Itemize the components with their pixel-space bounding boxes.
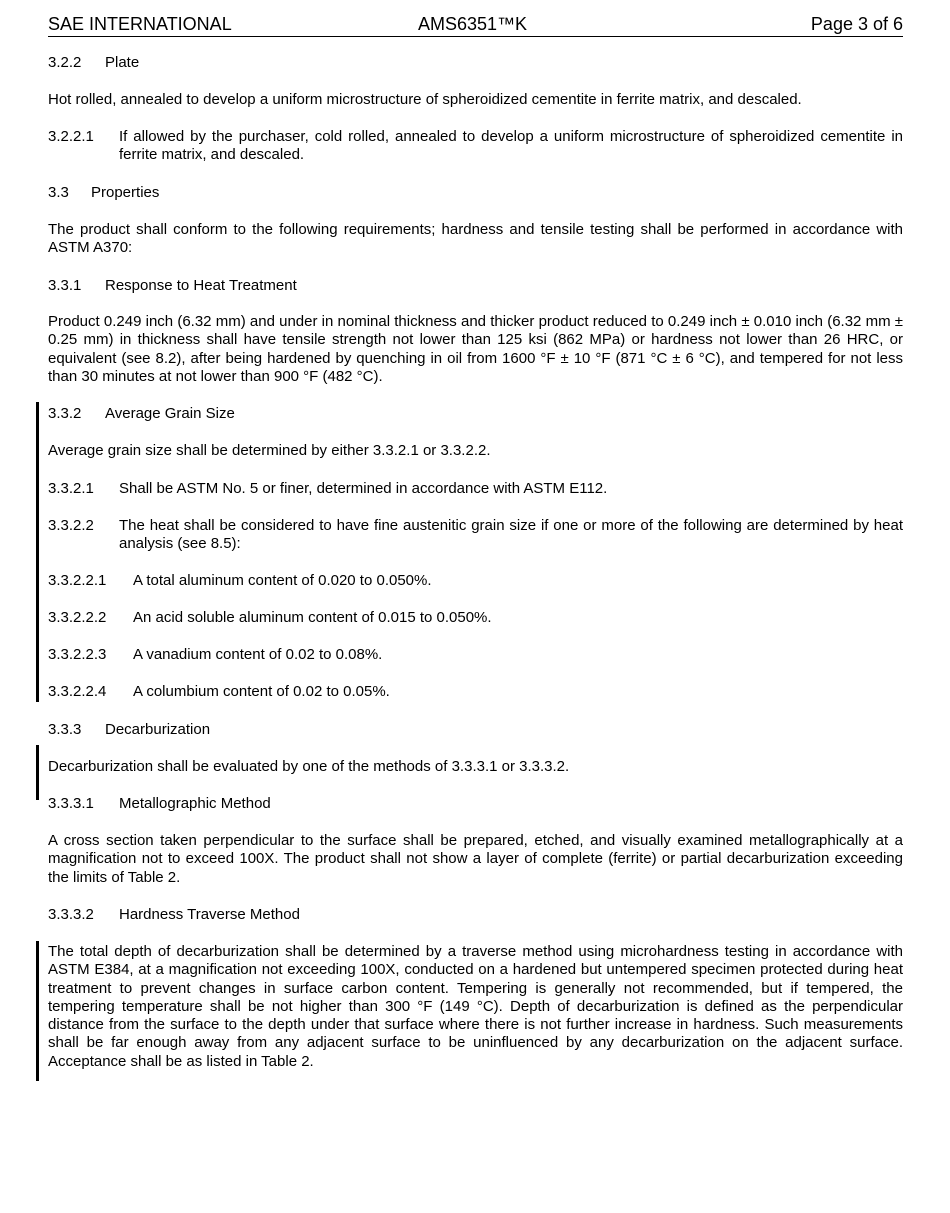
section-number: 3.3.2 xyxy=(48,405,82,422)
section-heading xyxy=(48,721,903,739)
section-number: 3.2.2.1 xyxy=(48,128,94,145)
section-number: 3.3.2.2.3 xyxy=(48,646,107,663)
section-number: 3.3 xyxy=(48,184,69,201)
section-number: 3.3.2.2.2 xyxy=(48,609,107,626)
section-number: 3.3.2.1 xyxy=(48,480,94,497)
section-heading xyxy=(48,54,903,72)
list-item xyxy=(48,609,903,627)
section-heading xyxy=(48,906,903,924)
section-number: 3.3.1 xyxy=(48,277,82,294)
revision-bar xyxy=(36,941,39,1081)
section-title: Decarburization xyxy=(105,721,211,738)
subsection xyxy=(48,128,903,165)
section-heading xyxy=(48,405,903,423)
section-heading xyxy=(48,184,903,202)
section-number: 3.3.2.2.4 xyxy=(48,683,107,700)
section-title: Properties xyxy=(91,184,160,201)
paragraph: A cross section taken perpendicular to the surface shall be prepared, etched, and visually examined metallographically at a magnification not to exceed 100X. The product shall not show a layer of complete (ferrite) or partial decarburization exceeding the limits of Table 2. xyxy=(48,832,903,886)
document-number: AMS6351™K xyxy=(418,14,528,34)
revision-bar xyxy=(36,745,39,800)
section-title: Hardness Traverse Method xyxy=(119,906,300,923)
subsection xyxy=(48,480,903,498)
subsection xyxy=(48,517,903,554)
revision-bar xyxy=(36,402,39,702)
section-text: The heat shall be considered to have fine austenitic grain size if one or more of the following are determined by heat analysis (see 8.5): xyxy=(119,517,903,553)
section-number: 3.3.2.2.1 xyxy=(48,572,107,589)
section-text: Shall be ASTM No. 5 or finer, determined in accordance with ASTM E112. xyxy=(119,480,608,497)
page-header xyxy=(48,12,903,37)
section-title: Metallographic Method xyxy=(119,795,271,812)
list-item xyxy=(48,572,903,590)
section-number: 3.3.2.2 xyxy=(48,517,94,534)
section-title: Average Grain Size xyxy=(105,405,235,422)
section-text: If allowed by the purchaser, cold rolled, annealed to develop a uniform microstructure of spheroidized cementite in ferrite matrix, and descaled. xyxy=(119,128,903,164)
section-heading xyxy=(48,277,903,295)
publisher-name: SAE INTERNATIONAL xyxy=(48,14,232,34)
section-text: An acid soluble aluminum content of 0.015 to 0.050%. xyxy=(133,609,492,626)
paragraph: Decarburization shall be evaluated by one of the methods of 3.3.3.1 or 3.3.3.2. xyxy=(48,758,570,775)
paragraph: The total depth of decarburization shall be determined by a traverse method using microhardness testing in accordance with ASTM E384, at a magnification not exceeding 100X, conducted on a hardened but untempered specimen protected during heat treatment to prevent changes in surface carbon content. Tempering is generally not recommended, but if tempered, the tempering temperature shall be not higher than 300 °F (149 °C). Depth of decarburization is defined as the perpendicular distance from the surface to the depth under that surface where there is not further increase in hardness. Such measurements shall be far enough away from any adjacent surface to be uninfluenced by any decarburization on the adjacent surface. Acceptance shall be as listed in Table 2. xyxy=(48,943,903,1070)
section-heading xyxy=(48,795,903,813)
list-item xyxy=(48,646,903,664)
section-number: 3.3.3.2 xyxy=(48,906,94,923)
section-text: A columbium content of 0.02 to 0.05%. xyxy=(133,683,390,700)
section-title: Response to Heat Treatment xyxy=(105,277,297,294)
paragraph: Hot rolled, annealed to develop a uniform microstructure of spheroidized cementite in ferrite matrix, and descaled. xyxy=(48,91,802,108)
section-number: 3.2.2 xyxy=(48,54,82,71)
paragraph: Product 0.249 inch (6.32 mm) and under in nominal thickness and thicker product reduced to 0.249 inch ± 0.010 inch (6.32 mm ± 0.25 mm) in thickness shall have tensile strength not lower than 125 ksi (862 MPa) or hardness not lower than 26 HRC, or equivalent (see 8.2), after being hardened by quenching in oil from 1600 °F ± 10 °F (871 °C ± 6 °C), and tempered for not less than 30 minutes at not lower than 900 °F (482 °C). xyxy=(48,313,903,385)
section-text: A total aluminum content of 0.020 to 0.050%. xyxy=(133,572,432,589)
list-item xyxy=(48,683,903,701)
page-number: Page 3 of 6 xyxy=(810,14,903,34)
section-text: A vanadium content of 0.02 to 0.08%. xyxy=(133,646,383,663)
section-number: 3.3.3 xyxy=(48,721,82,738)
section-title: Plate xyxy=(105,54,140,71)
paragraph: Average grain size shall be determined by either 3.3.2.1 or 3.3.2.2. xyxy=(48,442,491,459)
section-number: 3.3.3.1 xyxy=(48,795,94,812)
paragraph: The product shall conform to the following requirements; hardness and tensile testing shall be performed in accordance with ASTM A370: xyxy=(48,221,903,257)
